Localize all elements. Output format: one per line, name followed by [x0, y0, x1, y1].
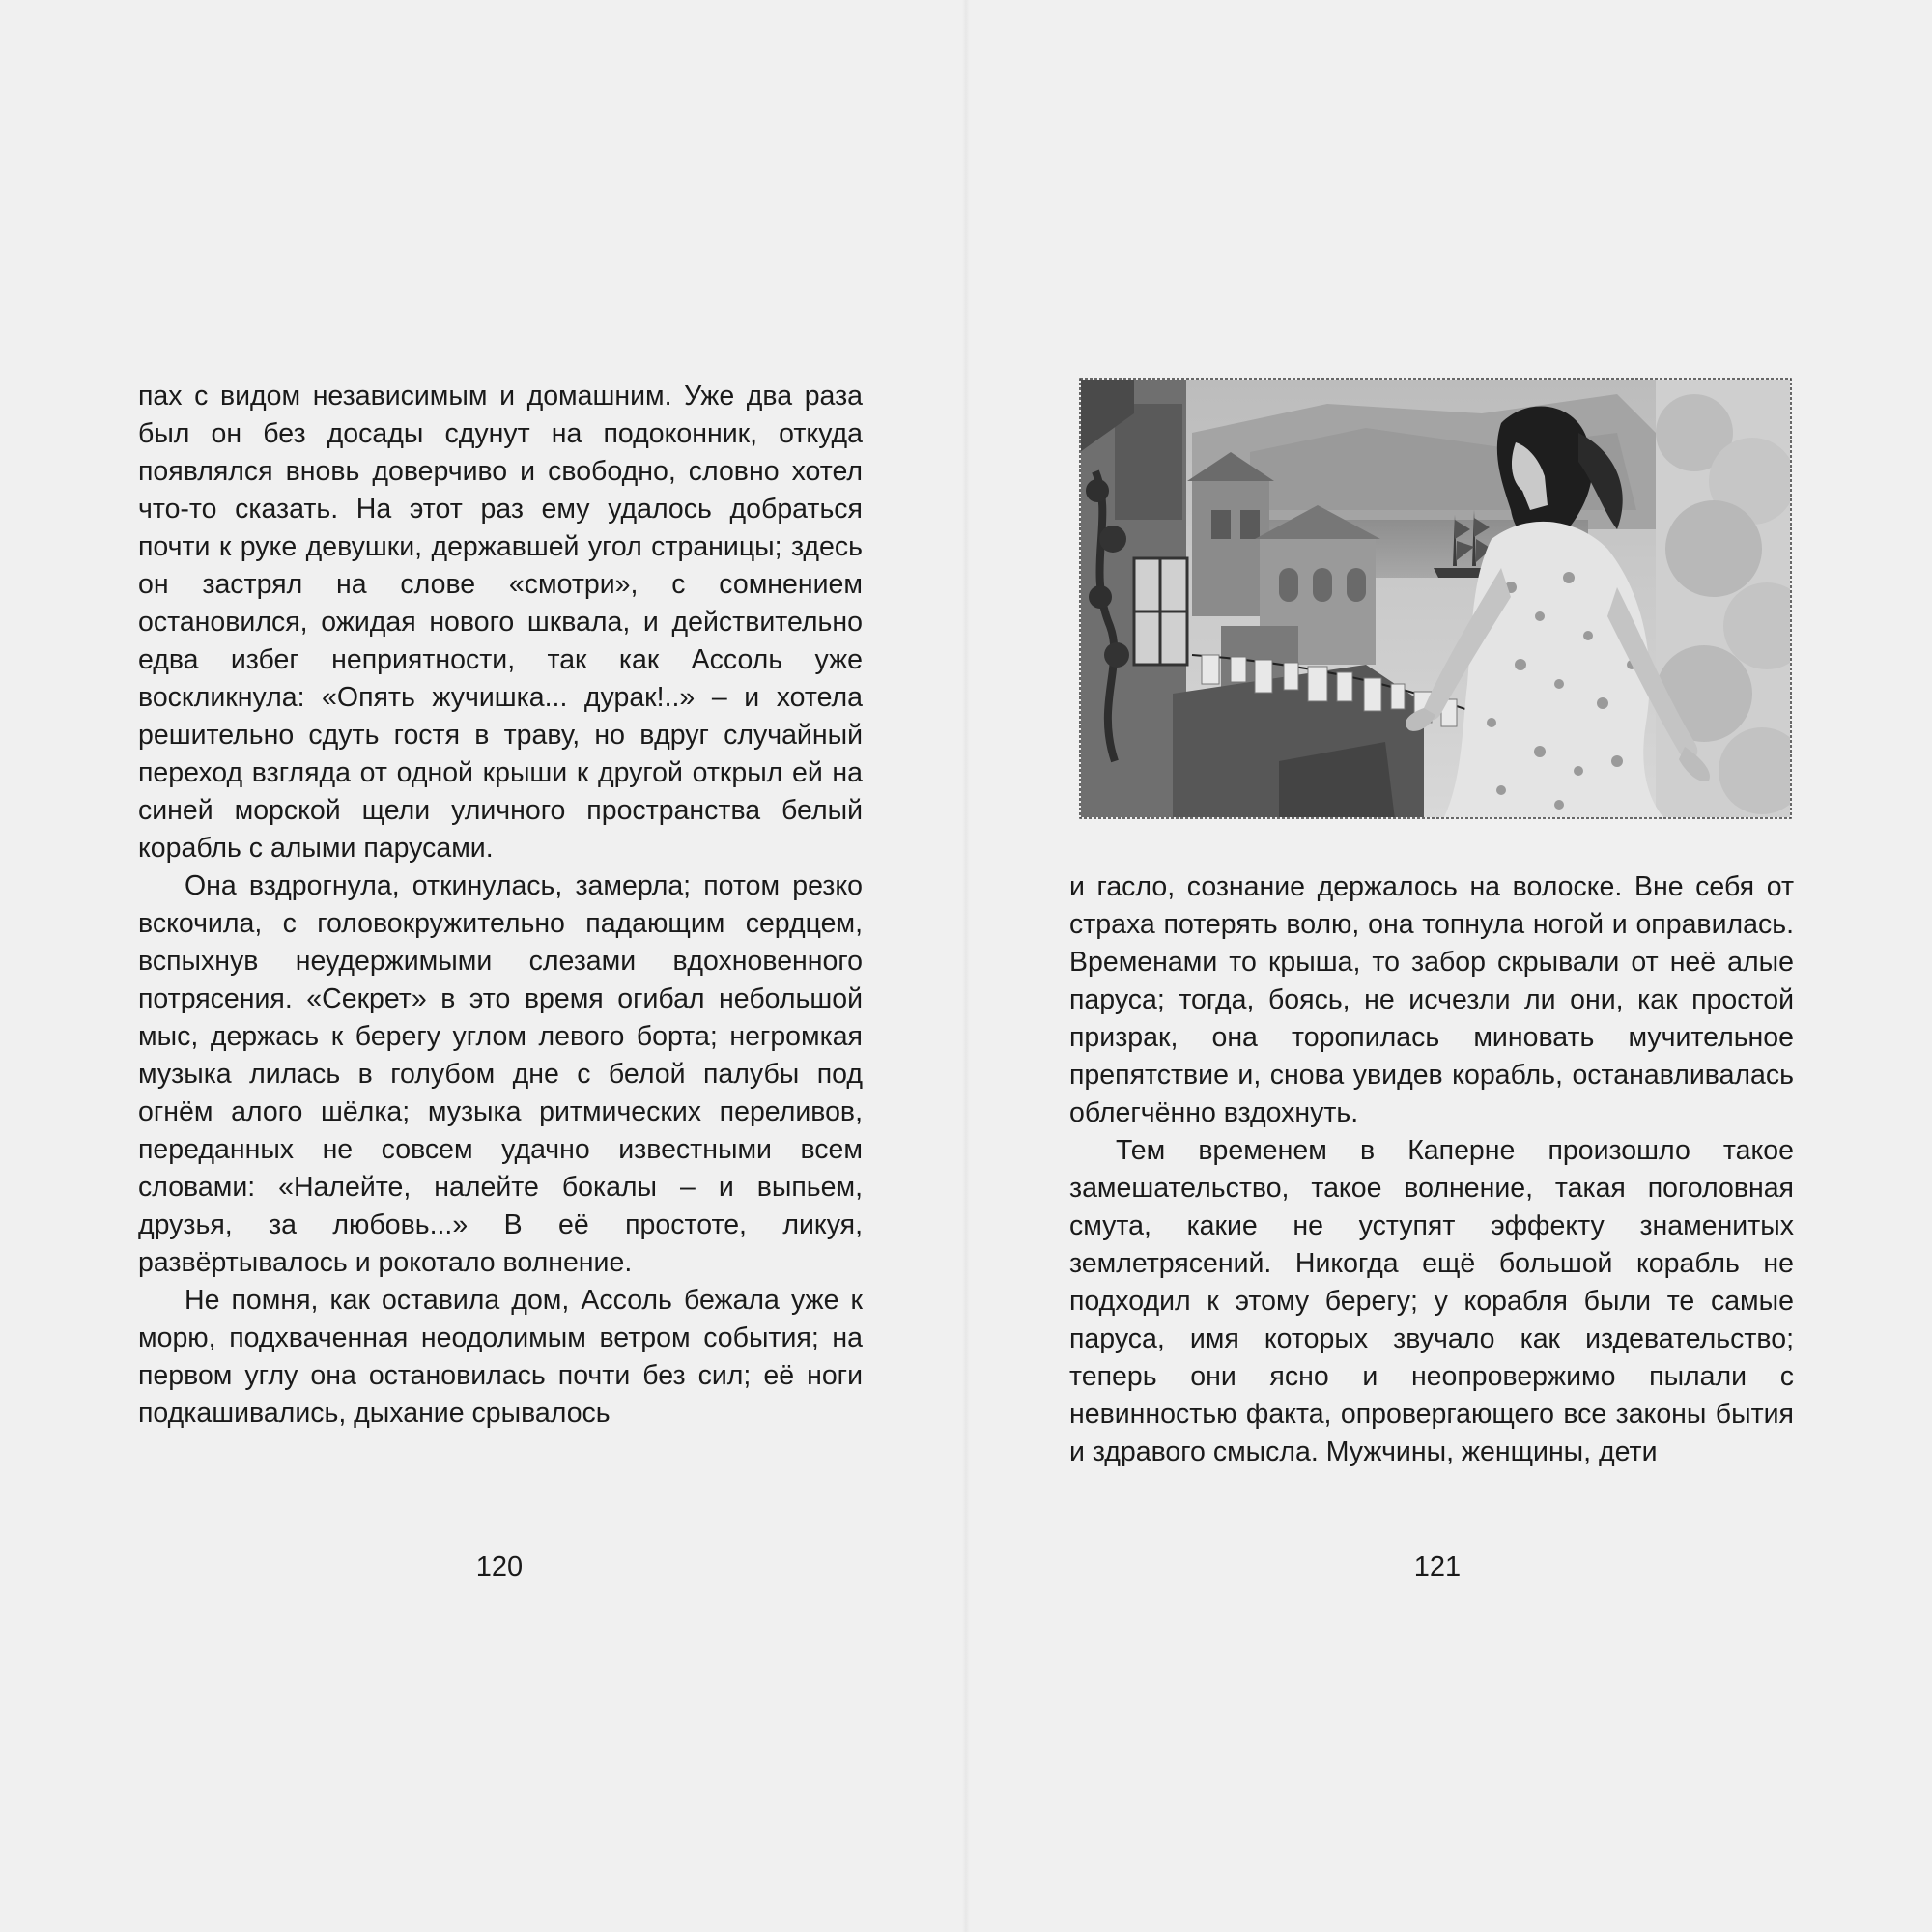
paragraph: пах с видом независимым и домашним. Уже два раза был он без досады сдунут на подоконник, откуда появлялся вновь доверчиво и свободно, словно хотел что-то сказать. На этот раз ему удалось добраться почти к руке девушки, державшей угол страницы; здесь он застрял на слове «смотри», с сомнением остановился, ожидая нового шквала, и действительно едва избег неприятности, так как Ассоль уже воскликнула: «Опять жучишка... дурак!..» – и хотела решительно сдуть гостя в траву, но вдруг случайный переход взгляда от одной крыши к другой открыл ей на синей морской щели уличного пространства белый корабль с алыми парусами. [138, 381, 863, 864]
illustration [1076, 375, 1795, 822]
paragraph: Тем временем в Каперне произошло такое замешательство, такое волнение, такая поголовная смута, какие не уступят эффекту знаменитых землетрясений. Никогда ещё большой корабль не подходил к этому берегу; у корабля были те самые паруса, имя которых звучало как издевательство; теперь они ясно и неопровержимо пылали с невинностью факта, опровергающего все законы бытия и здравого смысла. Мужчины, женщины, дети [1069, 1135, 1794, 1467]
right-page-text [1069, 868, 1794, 1471]
page-number: 121 [1413, 1551, 1462, 1582]
paragraph: Она вздрогнула, откинулась, замерла; потом резко вскочила, с головокружительно падающим сердцем, вспыхнув неудержимыми слезами вдохновенного потрясения. «Секрет» в это время огибал небольшой мыс, держась к берегу углом левого борта; негромкая музыка лилась в голубом дне с белой палубы под огнём алого шёлка; музыка ритмических переливов, переданных не совсем удачно известными всем словами: «Налейте, налейте бокалы – и выпьем, друзья, за любовь...» В её простоте, ликуя, развёртывалось и рокотало волнение. [138, 870, 863, 1278]
paragraph: и гасло, сознание держалось на волоске. Вне себя от страха потерять волю, она топнула ногой и оправилась. Временами то крыша, то забор скрывали от неё алые паруса; тогда, боясь, не исчезли ли они, как простой призрак, она торопилась миновать мучительное препятствие и, снова увидев корабль, останавливалась облегчённо вздохнуть. [1069, 871, 1794, 1128]
page-number: 120 [475, 1551, 524, 1582]
left-page-text [138, 378, 863, 1433]
right-page [966, 0, 1932, 1932]
illustration-girl-watching-ship [1076, 375, 1795, 822]
paragraph: Не помня, как оставила дом, Ассоль бежала уже к морю, подхваченная неодолимым ветром события; на первом углу она остановилась почти без сил; её ноги подкашивались, дыхание срывалось [138, 1285, 863, 1429]
